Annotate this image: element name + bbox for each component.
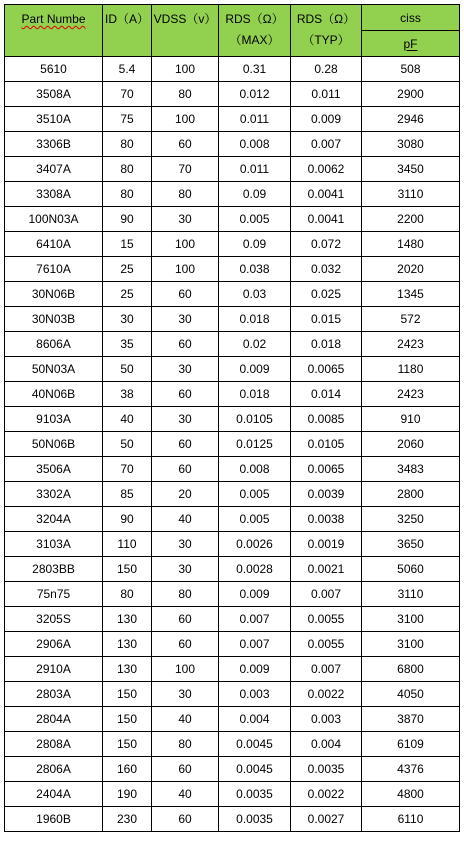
ciss-cell: 508	[362, 57, 460, 82]
rds-max-cell: 0.005	[219, 507, 291, 532]
rds-max-cell: 0.09	[219, 232, 291, 257]
part-number-cell: 8606A	[5, 332, 103, 357]
vdss-cell: 60	[152, 332, 219, 357]
id-cell: 190	[103, 782, 152, 807]
vdss-cell: 30	[152, 357, 219, 382]
part-number-cell: 7610A	[5, 257, 103, 282]
part-number-cell: 3204A	[5, 507, 103, 532]
ciss-cell: 2423	[362, 332, 460, 357]
table-row	[5, 207, 460, 232]
id-cell: 150	[103, 682, 152, 707]
table-row	[5, 507, 460, 532]
ciss-cell: 1180	[362, 357, 460, 382]
rds-max-cell: 0.0028	[219, 557, 291, 582]
id-cell: 130	[103, 632, 152, 657]
vdss-cell: 70	[152, 157, 219, 182]
rds-max-cell: 0.02	[219, 332, 291, 357]
rds-max-cell: 0.0125	[219, 432, 291, 457]
vdss-cell: 30	[152, 682, 219, 707]
ciss-cell: 3250	[362, 507, 460, 532]
rds-typ-cell: 0.009	[291, 107, 362, 132]
id-cell: 130	[103, 657, 152, 682]
id-cell: 50	[103, 432, 152, 457]
header-rds-typ-line2: （TYP）	[302, 33, 350, 47]
part-number-cell: 3506A	[5, 457, 103, 482]
rds-typ-cell: 0.003	[291, 707, 362, 732]
id-cell: 70	[103, 457, 152, 482]
rds-typ-cell: 0.025	[291, 282, 362, 307]
rds-max-cell: 0.009	[219, 657, 291, 682]
rds-max-cell: 0.009	[219, 582, 291, 607]
table-body	[5, 57, 460, 832]
part-number-cell: 2910A	[5, 657, 103, 682]
id-cell: 80	[103, 132, 152, 157]
rds-typ-cell: 0.0039	[291, 482, 362, 507]
id-cell: 80	[103, 157, 152, 182]
ciss-cell: 1480	[362, 232, 460, 257]
table-row	[5, 457, 460, 482]
part-number-cell: 40N06B	[5, 382, 103, 407]
table-row	[5, 307, 460, 332]
vdss-cell: 60	[152, 382, 219, 407]
rds-max-cell: 0.0105	[219, 407, 291, 432]
ciss-cell: 3100	[362, 607, 460, 632]
table-row	[5, 257, 460, 282]
table-row	[5, 607, 460, 632]
ciss-cell: 4376	[362, 757, 460, 782]
rds-typ-cell: 0.007	[291, 657, 362, 682]
rds-max-cell: 0.011	[219, 157, 291, 182]
ciss-cell: 6109	[362, 732, 460, 757]
vdss-cell: 60	[152, 282, 219, 307]
ciss-cell: 3870	[362, 707, 460, 732]
id-cell: 110	[103, 532, 152, 557]
part-number-cell: 3302A	[5, 482, 103, 507]
part-number-cell: 2803BB	[5, 557, 103, 582]
id-cell: 90	[103, 507, 152, 532]
ciss-cell: 910	[362, 407, 460, 432]
id-cell: 150	[103, 707, 152, 732]
part-number-cell: 9103A	[5, 407, 103, 432]
id-cell: 80	[103, 582, 152, 607]
ciss-cell: 3110	[362, 582, 460, 607]
vdss-cell: 20	[152, 482, 219, 507]
rds-max-cell: 0.009	[219, 357, 291, 382]
table-row	[5, 482, 460, 507]
id-cell: 130	[103, 607, 152, 632]
rds-typ-cell: 0.0022	[291, 782, 362, 807]
table-row	[5, 707, 460, 732]
id-cell: 25	[103, 282, 152, 307]
vdss-cell: 100	[152, 57, 219, 82]
ciss-cell: 5060	[362, 557, 460, 582]
id-cell: 150	[103, 557, 152, 582]
header-ciss: ciss	[362, 5, 460, 31]
id-cell: 15	[103, 232, 152, 257]
table-row	[5, 557, 460, 582]
vdss-cell: 80	[152, 732, 219, 757]
rds-max-cell: 0.005	[219, 207, 291, 232]
table-row	[5, 57, 460, 82]
table-row	[5, 782, 460, 807]
part-number-cell: 6410A	[5, 232, 103, 257]
ciss-cell: 2020	[362, 257, 460, 282]
part-number-cell: 50N06B	[5, 432, 103, 457]
part-number-cell: 30N06B	[5, 282, 103, 307]
vdss-cell: 100	[152, 257, 219, 282]
part-number-cell: 3407A	[5, 157, 103, 182]
part-number-cell: 30N03B	[5, 307, 103, 332]
table-row	[5, 682, 460, 707]
rds-typ-cell: 0.0065	[291, 357, 362, 382]
ciss-cell: 572	[362, 307, 460, 332]
part-number-cell: 3103A	[5, 532, 103, 557]
rds-typ-cell: 0.011	[291, 82, 362, 107]
vdss-cell: 100	[152, 107, 219, 132]
rds-max-cell: 0.012	[219, 82, 291, 107]
rds-typ-cell: 0.007	[291, 132, 362, 157]
part-number-cell: 1960B	[5, 807, 103, 832]
table-row	[5, 382, 460, 407]
ciss-cell: 3650	[362, 532, 460, 557]
header-rds-typ	[291, 5, 362, 57]
vdss-cell: 60	[152, 432, 219, 457]
table-row	[5, 82, 460, 107]
ciss-cell: 4050	[362, 682, 460, 707]
id-cell: 150	[103, 732, 152, 757]
part-number-cell: 100N03A	[5, 207, 103, 232]
table-row	[5, 182, 460, 207]
rds-max-cell: 0.03	[219, 282, 291, 307]
id-cell: 5.4	[103, 57, 152, 82]
ciss-cell: 1345	[362, 282, 460, 307]
ciss-cell: 2200	[362, 207, 460, 232]
header-rds-typ-line1: RDS（Ω）	[296, 12, 356, 26]
rds-typ-cell: 0.072	[291, 232, 362, 257]
ciss-cell: 3483	[362, 457, 460, 482]
vdss-cell: 80	[152, 582, 219, 607]
table-row	[5, 432, 460, 457]
header-part-number: Part Numbe	[5, 5, 103, 57]
ciss-cell: 3110	[362, 182, 460, 207]
rds-max-cell: 0.0035	[219, 807, 291, 832]
header-rds-max-line1: RDS（Ω）	[225, 12, 284, 26]
ciss-cell: 2800	[362, 482, 460, 507]
vdss-cell: 60	[152, 607, 219, 632]
vdss-cell: 30	[152, 407, 219, 432]
rds-typ-cell: 0.0062	[291, 157, 362, 182]
id-cell: 30	[103, 307, 152, 332]
rds-max-cell: 0.0045	[219, 757, 291, 782]
part-number-cell: 2806A	[5, 757, 103, 782]
part-number-cell: 5610	[5, 57, 103, 82]
rds-max-cell: 0.005	[219, 482, 291, 507]
table-row	[5, 407, 460, 432]
ciss-cell: 6800	[362, 657, 460, 682]
vdss-cell: 40	[152, 782, 219, 807]
rds-typ-cell: 0.0019	[291, 532, 362, 557]
rds-max-cell: 0.007	[219, 632, 291, 657]
ciss-cell: 4800	[362, 782, 460, 807]
rds-typ-cell: 0.0022	[291, 682, 362, 707]
id-cell: 75	[103, 107, 152, 132]
id-cell: 50	[103, 357, 152, 382]
mosfet-spec-table	[4, 4, 460, 832]
table-header	[5, 5, 460, 57]
table-row	[5, 157, 460, 182]
table-row	[5, 582, 460, 607]
part-number-cell: 2404A	[5, 782, 103, 807]
vdss-cell: 60	[152, 632, 219, 657]
id-cell: 90	[103, 207, 152, 232]
header-vdss: VDSS（v）	[152, 5, 219, 57]
part-number-cell: 2804A	[5, 707, 103, 732]
rds-typ-cell: 0.0085	[291, 407, 362, 432]
rds-typ-cell: 0.007	[291, 582, 362, 607]
table-row	[5, 107, 460, 132]
ciss-cell: 2060	[362, 432, 460, 457]
rds-typ-cell: 0.0027	[291, 807, 362, 832]
ciss-cell: 6110	[362, 807, 460, 832]
vdss-cell: 60	[152, 132, 219, 157]
rds-typ-cell: 0.0038	[291, 507, 362, 532]
rds-typ-cell: 0.0065	[291, 457, 362, 482]
spec-table-container	[4, 4, 460, 832]
ciss-cell: 3080	[362, 132, 460, 157]
rds-typ-cell: 0.0035	[291, 757, 362, 782]
rds-max-cell: 0.011	[219, 107, 291, 132]
rds-max-cell: 0.0035	[219, 782, 291, 807]
table-row	[5, 632, 460, 657]
header-rds-max-line2: （MAX）	[229, 33, 280, 47]
table-row	[5, 282, 460, 307]
rds-max-cell: 0.038	[219, 257, 291, 282]
rds-typ-cell: 0.0041	[291, 182, 362, 207]
part-number-cell: 75n75	[5, 582, 103, 607]
rds-max-cell: 0.008	[219, 132, 291, 157]
vdss-cell: 30	[152, 532, 219, 557]
vdss-cell: 60	[152, 807, 219, 832]
header-id: ID（A）	[103, 5, 152, 57]
rds-max-cell: 0.018	[219, 382, 291, 407]
vdss-cell: 40	[152, 707, 219, 732]
vdss-cell: 30	[152, 307, 219, 332]
rds-max-cell: 0.0026	[219, 532, 291, 557]
rds-max-cell: 0.008	[219, 457, 291, 482]
ciss-cell: 3450	[362, 157, 460, 182]
table-row	[5, 532, 460, 557]
id-cell: 160	[103, 757, 152, 782]
table-row	[5, 332, 460, 357]
table-row	[5, 232, 460, 257]
rds-typ-cell: 0.0055	[291, 632, 362, 657]
rds-typ-cell: 0.0021	[291, 557, 362, 582]
rds-typ-cell: 0.28	[291, 57, 362, 82]
rds-typ-cell: 0.018	[291, 332, 362, 357]
id-cell: 35	[103, 332, 152, 357]
part-number-cell: 2808A	[5, 732, 103, 757]
part-number-cell: 3306B	[5, 132, 103, 157]
table-row	[5, 357, 460, 382]
part-number-cell: 50N03A	[5, 357, 103, 382]
ciss-cell: 2946	[362, 107, 460, 132]
id-cell: 25	[103, 257, 152, 282]
table-row	[5, 732, 460, 757]
rds-typ-cell: 0.014	[291, 382, 362, 407]
rds-typ-cell: 0.032	[291, 257, 362, 282]
rds-max-cell: 0.003	[219, 682, 291, 707]
part-number-cell: 3205S	[5, 607, 103, 632]
id-cell: 40	[103, 407, 152, 432]
rds-max-cell: 0.0045	[219, 732, 291, 757]
vdss-cell: 30	[152, 207, 219, 232]
rds-max-cell: 0.09	[219, 182, 291, 207]
table-row	[5, 132, 460, 157]
header-ciss-unit: pF	[362, 31, 460, 57]
rds-typ-cell: 0.004	[291, 732, 362, 757]
vdss-cell: 100	[152, 232, 219, 257]
rds-typ-cell: 0.015	[291, 307, 362, 332]
vdss-cell: 60	[152, 757, 219, 782]
vdss-cell: 80	[152, 82, 219, 107]
id-cell: 230	[103, 807, 152, 832]
rds-max-cell: 0.018	[219, 307, 291, 332]
id-cell: 85	[103, 482, 152, 507]
part-number-cell: 3508A	[5, 82, 103, 107]
part-number-cell: 3510A	[5, 107, 103, 132]
part-number-cell: 3308A	[5, 182, 103, 207]
vdss-cell: 60	[152, 457, 219, 482]
id-cell: 70	[103, 82, 152, 107]
rds-max-cell: 0.004	[219, 707, 291, 732]
ciss-cell: 3100	[362, 632, 460, 657]
table-row	[5, 757, 460, 782]
rds-max-cell: 0.007	[219, 607, 291, 632]
vdss-cell: 100	[152, 657, 219, 682]
table-row	[5, 807, 460, 832]
header-rds-max	[219, 5, 291, 57]
part-number-cell: 2803A	[5, 682, 103, 707]
rds-typ-cell: 0.0105	[291, 432, 362, 457]
rds-max-cell: 0.31	[219, 57, 291, 82]
rds-typ-cell: 0.0055	[291, 607, 362, 632]
ciss-cell: 2900	[362, 82, 460, 107]
header-row	[5, 5, 460, 31]
part-number-cell: 2906A	[5, 632, 103, 657]
vdss-cell: 30	[152, 557, 219, 582]
id-cell: 38	[103, 382, 152, 407]
table-row	[5, 657, 460, 682]
vdss-cell: 80	[152, 182, 219, 207]
ciss-cell: 2423	[362, 382, 460, 407]
id-cell: 80	[103, 182, 152, 207]
rds-typ-cell: 0.0041	[291, 207, 362, 232]
vdss-cell: 40	[152, 507, 219, 532]
